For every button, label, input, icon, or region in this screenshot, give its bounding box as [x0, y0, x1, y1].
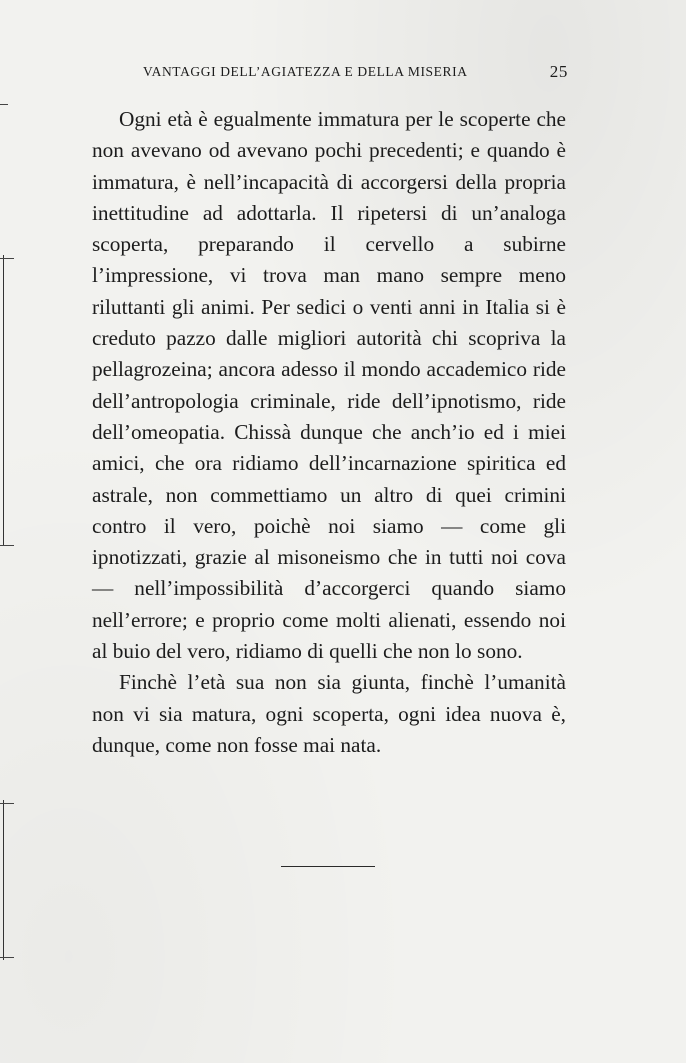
binding-tick [0, 803, 14, 804]
binding-tick [0, 957, 14, 958]
binding-mark-upper [3, 255, 8, 545]
page-number: 25 [549, 62, 568, 81]
body-text [92, 104, 566, 761]
paragraph: Ogni età è egualmente immatura per le scoperte che non avevano od avevano pochi precedenti; e quando è immatura, è nell’incapacità di accorgersi della propria inettitudine ad adottarla. Il ripetersi di un’analoga scoperta, preparando il cervello a subirne l’impressione, vi trova man mano sempre meno riluttanti gli animi. Per sedici o venti anni in Italia si è creduto pazzo dalle migliori autorità chi scopriva la pellagrozeina; ancora adesso il mondo accademico ride dell’antropologia criminale, ride dell’ipnotismo, ride dell’omeopatia. Chissà dunque che anch’io ed i miei amici, che ora ridiamo dell’incarnazione spiritica ed astrale, non commettiamo un altro di quei crimini contro il vero, poichè noi siamo — come gli ipnotizzati, grazie al misoneismo che in tutti noi cova — nell’impossibilità d’accorgerci quando siamo nell’errore; e proprio come molti alienati, essendo noi al buio del vero, ridiamo di quelli che non lo sono. [92, 107, 566, 664]
paragraph: Finchè l’età sua non sia giunta, finchè l’umanità non vi sia matura, ogni scoperta, ogni idea nuova è, dunque, come non fosse mai nata. [92, 670, 566, 757]
running-title: VANTAGGI DELL’AGIATEZZA E DELLA MISERIA [143, 64, 468, 79]
binding-tick [0, 258, 14, 259]
binding-tick [0, 104, 8, 105]
running-head [143, 62, 568, 86]
binding-mark-lower [3, 800, 8, 960]
binding-tick [0, 545, 14, 546]
section-end-rule [281, 866, 375, 867]
